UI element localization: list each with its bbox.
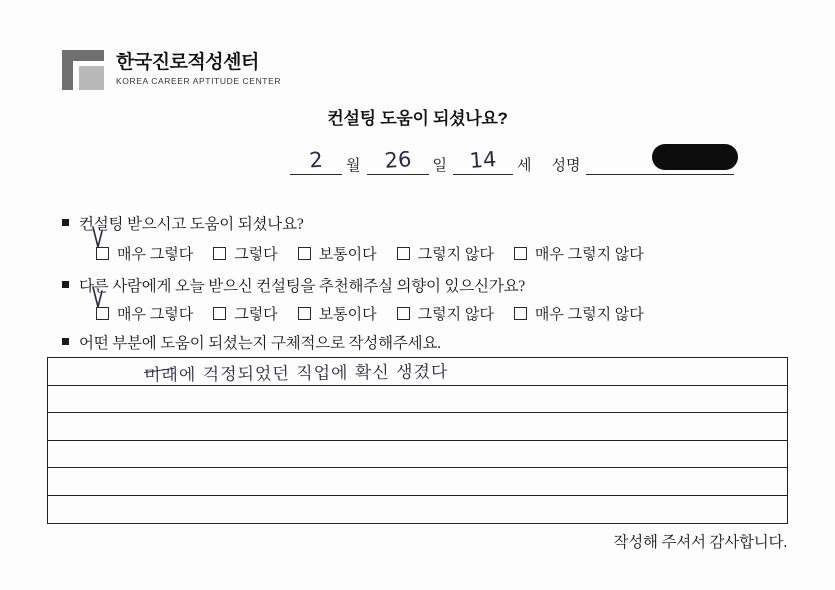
age-unit-label: 세 <box>517 158 532 174</box>
question-2-options <box>96 303 644 324</box>
option-q2-2[interactable] <box>298 303 377 324</box>
option-q1-4[interactable] <box>514 243 644 264</box>
footer-thanks: 작성해 주셔서 감사합니다. <box>613 534 787 551</box>
option-q1-1[interactable] <box>213 243 277 264</box>
age-handwriting: 14 <box>468 147 498 173</box>
option-q2-1[interactable] <box>213 303 277 324</box>
question-1 <box>62 212 304 234</box>
question-1-text: 컨설팅 받으시고 도움이 되셨나요? <box>79 216 304 233</box>
logo-english-name: KOREA CAREER APTITUDE CENTER <box>116 76 282 87</box>
option-q1-0[interactable] <box>96 243 193 264</box>
option-q1-4-label: 매우 그렇지 않다 <box>534 247 644 263</box>
table-row[interactable] <box>48 413 787 441</box>
month-field[interactable] <box>290 147 342 175</box>
checkbox-icon[interactable] <box>96 307 109 320</box>
checkbox-icon[interactable] <box>397 247 410 260</box>
option-q2-2-label: 보통이다 <box>318 307 377 323</box>
option-q1-2[interactable] <box>298 243 377 264</box>
logo-text <box>116 53 281 86</box>
checkbox-icon[interactable] <box>514 247 527 260</box>
checkbox-icon[interactable] <box>514 307 527 320</box>
checkbox-icon[interactable] <box>96 247 109 260</box>
option-q1-3-label: 그렇지 않다 <box>417 247 494 263</box>
question-2-text: 다른 사람에게 오늘 받으신 컨설팅을 추천해주실 의향이 있으신가요? <box>79 278 526 295</box>
month-handwriting: 2 <box>308 147 324 173</box>
bullet-icon <box>62 219 69 226</box>
option-q2-4[interactable] <box>514 303 644 324</box>
checkbox-icon[interactable] <box>397 307 410 320</box>
free-response-table[interactable] <box>47 357 788 524</box>
day-unit-label: 일 <box>432 158 447 174</box>
option-q2-3-label: 그렇지 않다 <box>417 307 494 323</box>
option-q2-3[interactable] <box>397 303 494 324</box>
month-unit-label: 월 <box>346 158 361 174</box>
answer-handwriting: 미래에 걱정되었던 직업에 확신 생겼다 <box>143 362 449 386</box>
question-3-text: 어떤 부분에 도움이 되셨는지 구체적으로 작성해주세요. <box>79 335 441 352</box>
option-q1-2-label: 보통이다 <box>318 247 377 263</box>
option-q2-1-label: 그렇다 <box>234 307 278 323</box>
checkbox-icon[interactable] <box>298 307 311 320</box>
table-row[interactable] <box>48 358 787 386</box>
organization-logo <box>62 50 281 90</box>
option-q1-3[interactable] <box>397 243 494 264</box>
question-3 <box>62 331 441 353</box>
logo-korean-name: 한국진로적성센터 <box>116 52 259 74</box>
checkbox-icon[interactable] <box>213 307 226 320</box>
name-label: 성명 <box>551 158 581 174</box>
bullet-icon <box>62 281 69 288</box>
checkbox-icon[interactable] <box>213 247 226 260</box>
day-field[interactable] <box>367 147 429 175</box>
option-q2-4-label: 매우 그렇지 않다 <box>534 307 644 323</box>
name-redaction-block <box>652 144 738 170</box>
option-q2-0[interactable] <box>96 303 193 324</box>
page-title: 컨설팅 도움이 되셨나요? <box>327 109 508 128</box>
table-row[interactable] <box>48 441 787 469</box>
age-field[interactable] <box>453 147 513 175</box>
option-q2-0-label: 매우 그렇다 <box>117 307 194 323</box>
logo-mark-icon <box>62 50 104 90</box>
question-1-options <box>96 243 644 264</box>
table-row[interactable] <box>48 496 787 524</box>
day-handwriting: 26 <box>383 147 412 173</box>
checkbox-icon[interactable] <box>298 247 311 260</box>
option-q1-1-label: 그렇다 <box>234 247 278 263</box>
table-row[interactable] <box>48 468 787 496</box>
question-2 <box>62 274 525 296</box>
table-row[interactable] <box>48 386 787 414</box>
bullet-icon <box>62 338 69 345</box>
option-q1-0-label: 매우 그렇다 <box>117 247 194 263</box>
